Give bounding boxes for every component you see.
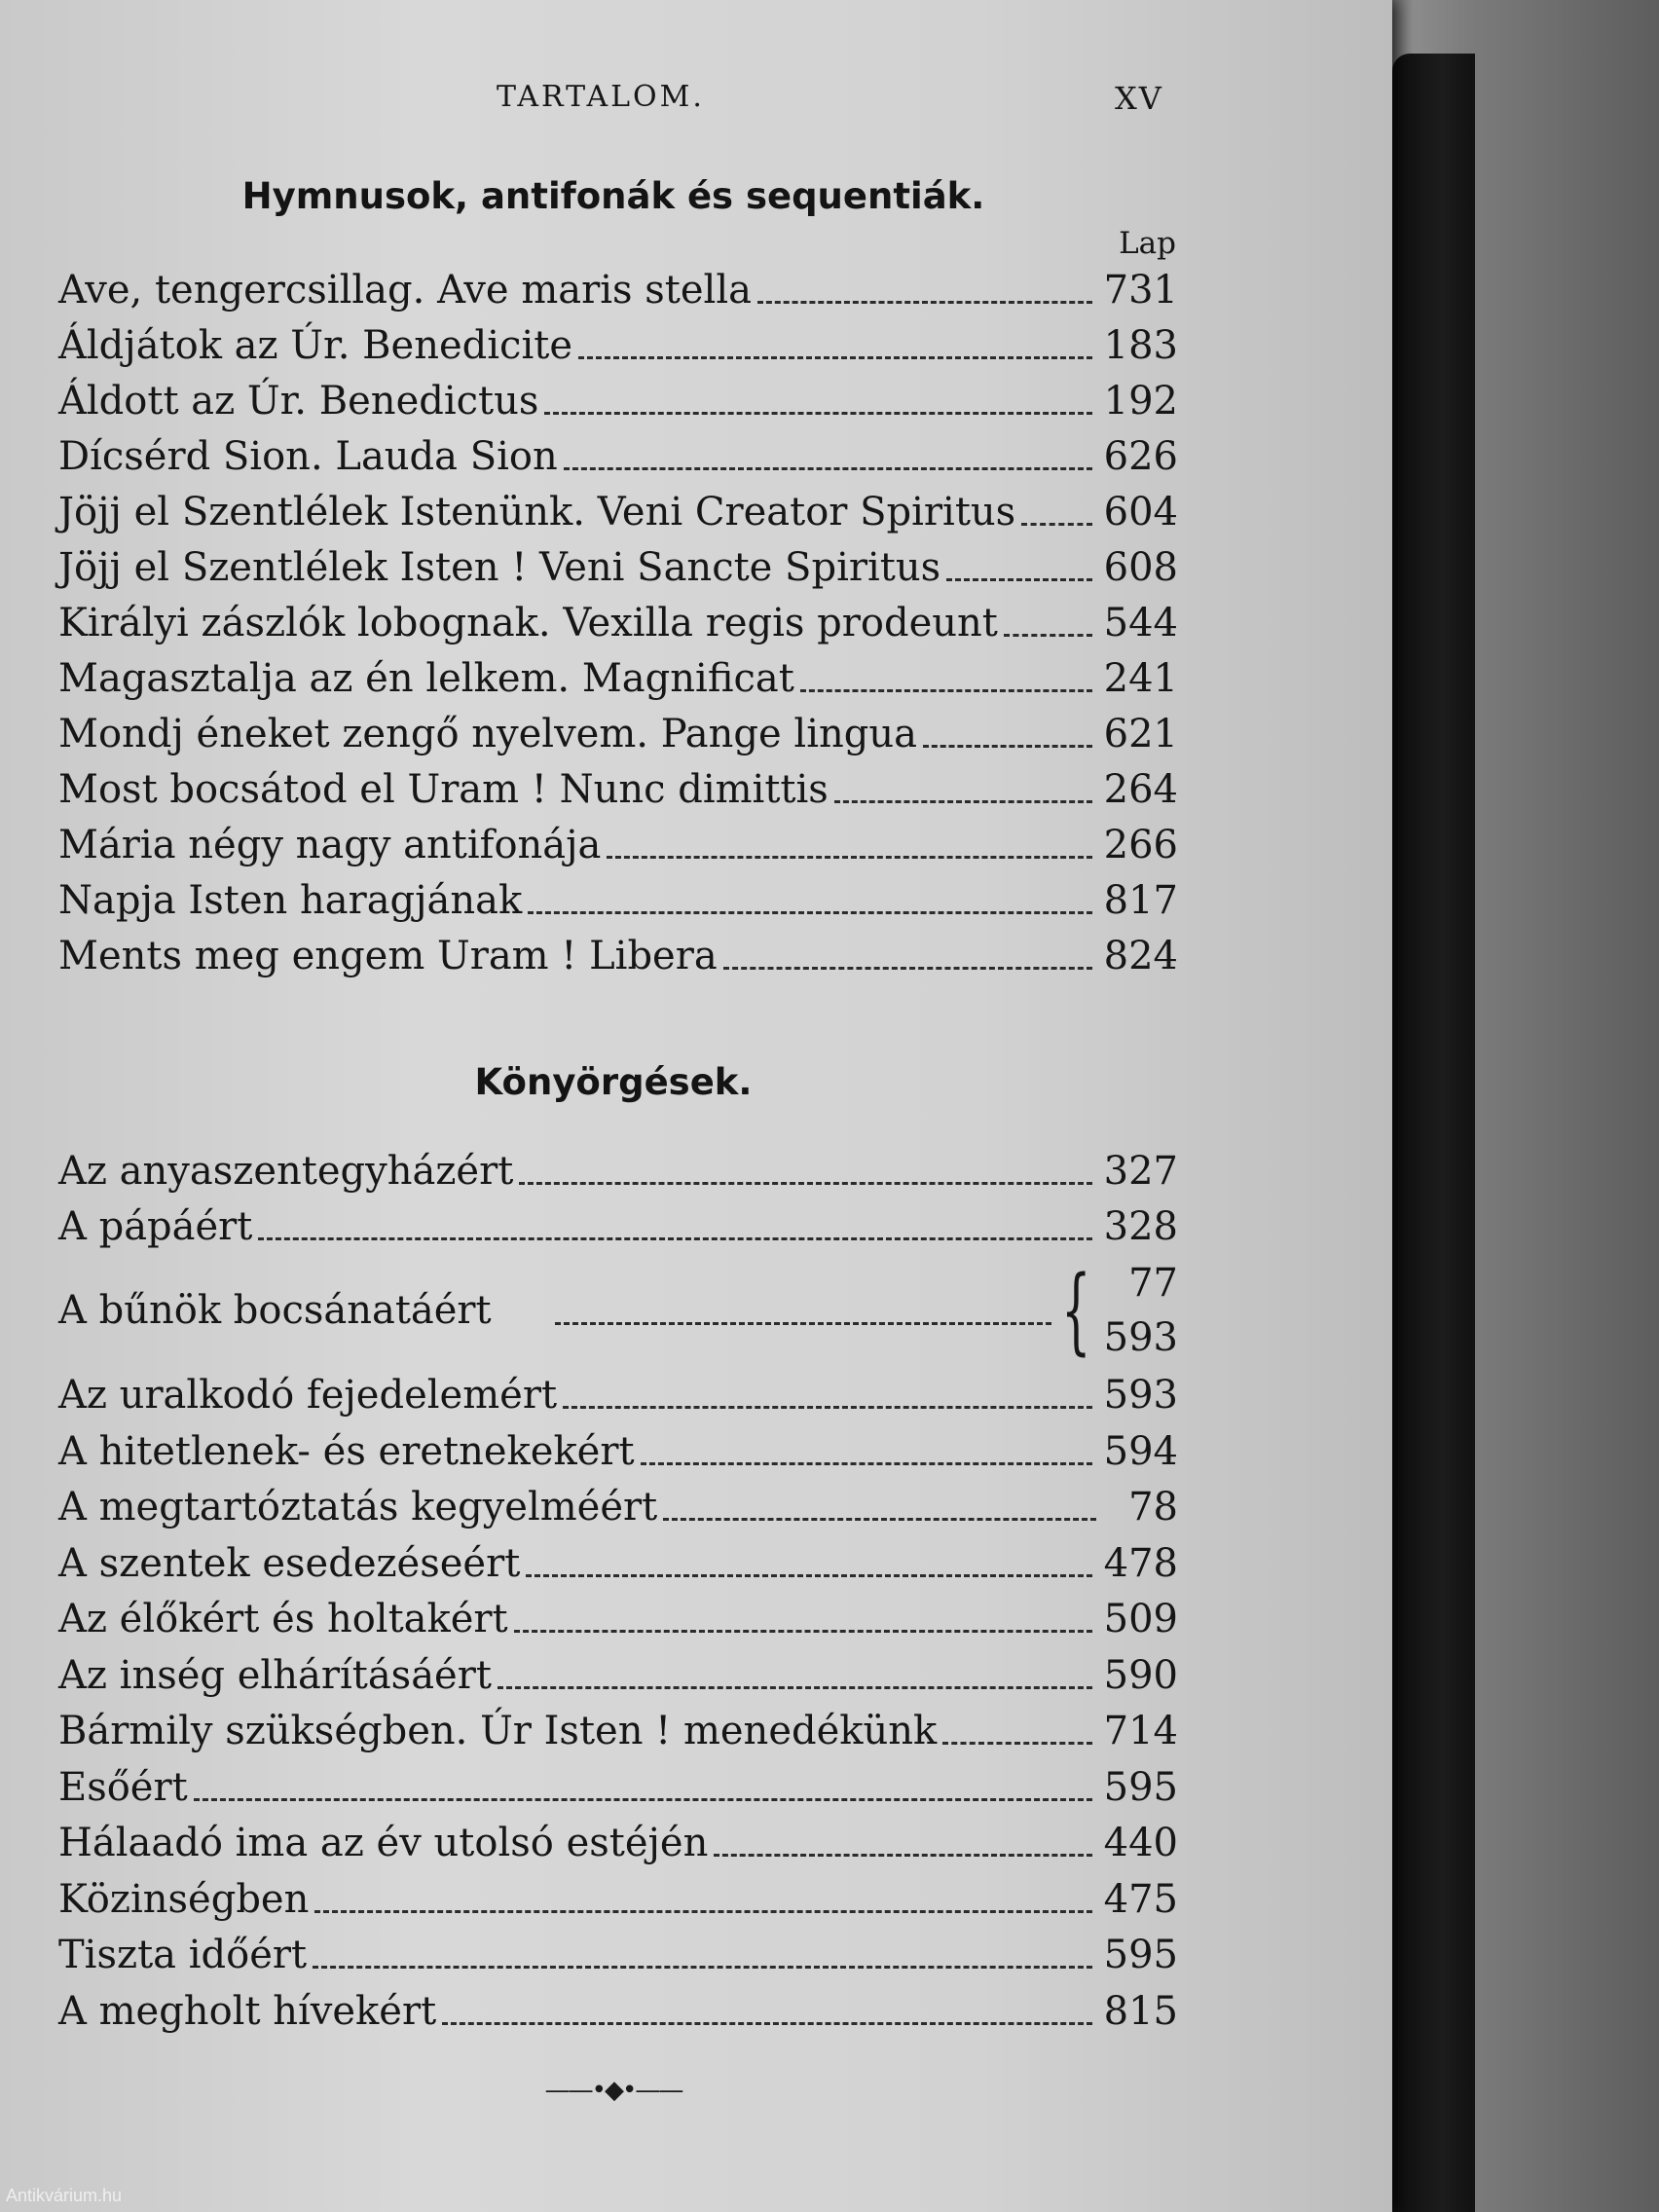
toc-entry-title: A bűnök bocsánatáért <box>58 1288 492 1333</box>
toc-entry <box>58 707 1178 761</box>
dot-leader <box>442 2021 1091 2025</box>
toc-entry-page: 328 <box>1103 1204 1178 1249</box>
dot-leader <box>946 577 1092 581</box>
toc-entry <box>58 1480 1178 1534</box>
section-title-hymns: Hymnusok, antifonák és sequentiák. <box>241 175 985 217</box>
toc-entry <box>58 1368 1178 1422</box>
toc-entry-title: Jöjj el Szentlélek Isten ! Veni Sancte Spiritus <box>58 545 941 590</box>
toc-entry-title: Mária négy nagy antifonája <box>58 823 602 867</box>
toc-entry-title: Dícsérd Sion. Lauda Sion <box>58 434 558 479</box>
toc-entry <box>58 1928 1178 1982</box>
dot-leader <box>498 1685 1092 1689</box>
toc-entry-title: Áldott az Úr. Benedictus <box>58 379 539 424</box>
toc-entry-page: 595 <box>1103 1764 1178 1810</box>
dot-leader <box>528 910 1091 914</box>
dot-leader <box>313 1965 1092 1969</box>
dot-leader <box>757 300 1092 304</box>
toc-entry-page: 327 <box>1103 1149 1178 1194</box>
toc-entry-page: 509 <box>1103 1597 1178 1641</box>
toc-entry-title: Napja Isten haragjának <box>58 878 523 923</box>
toc-entry-title: Magasztalja az én lelkem. Magnificat <box>58 656 794 701</box>
toc-entry-page: 183 <box>1103 323 1178 368</box>
toc-entry-title: Áldjátok az Úr. Benedicite <box>58 323 572 368</box>
toc-entry-page: 475 <box>1103 1876 1178 1922</box>
toc-entry <box>58 1536 1178 1591</box>
toc-entry <box>58 1424 1178 1479</box>
toc-entry <box>58 651 1178 706</box>
dot-leader <box>564 466 1092 470</box>
dot-leader <box>641 1461 1092 1465</box>
toc-entry <box>58 1144 1178 1198</box>
toc-entry-title: Mondj éneket zengő nyelvem. Pange lingua <box>58 712 917 756</box>
toc-entry-page: 264 <box>1103 767 1178 812</box>
toc-entry <box>58 1648 1178 1703</box>
ornament-divider: ——•◆•—— <box>544 2076 682 2105</box>
toc-entry-page: 590 <box>1103 1652 1178 1698</box>
toc-entry-page: 604 <box>1103 490 1178 535</box>
toc-entry-page: 594 <box>1103 1428 1178 1474</box>
dot-leader <box>1004 633 1092 637</box>
dot-leader <box>194 1797 1092 1801</box>
toc-entry <box>58 318 1178 373</box>
toc-entry-title: Jöjj el Szentlélek Istenünk. Veni Creator Spiritus <box>58 490 1016 535</box>
dot-leader <box>942 1741 1091 1745</box>
toc-entry-braced <box>58 1256 1178 1365</box>
toc-entry-page: 621 <box>1103 712 1178 756</box>
toc-entry-page: 266 <box>1103 823 1178 867</box>
toc-entry-page: 593 <box>1103 1315 1178 1360</box>
toc-entry-title: Esőért <box>58 1764 188 1810</box>
dot-leader <box>607 855 1091 859</box>
toc-entry-page: 478 <box>1103 1540 1178 1586</box>
dot-leader <box>834 799 1092 803</box>
toc-entry-page: 192 <box>1103 379 1178 424</box>
toc-entry <box>58 873 1178 928</box>
toc-entry-page: 817 <box>1103 878 1178 923</box>
toc-entry-page: 78 <box>1128 1485 1178 1530</box>
toc-entry-page: 544 <box>1103 601 1178 645</box>
toc-entry <box>58 1704 1178 1758</box>
toc-entry <box>58 762 1178 817</box>
toc-entry-title: A megholt hívekért <box>58 1988 437 2034</box>
dot-leader <box>526 1573 1091 1577</box>
dot-leader <box>800 688 1092 692</box>
toc-entry-title: Bármily szükségben. Úr Isten ! menedékünk <box>58 1709 938 1753</box>
toc-entry-title: Hálaadó ima az év utolsó estéjén <box>58 1821 709 1865</box>
toc-entry <box>58 540 1178 595</box>
dot-leader <box>519 1181 1091 1185</box>
toc-entry-title: A szentek esedezéseért <box>58 1540 521 1586</box>
toc-entry-page: 241 <box>1103 656 1178 701</box>
section-title-prayers: Könyörgések. <box>474 1061 753 1103</box>
watermark: Antikvárium.hu <box>6 2186 123 2205</box>
page-number: XV <box>1115 80 1163 117</box>
toc-entry-title: Királyi zászlók lobognak. Vexilla regis prodeunt <box>58 601 998 645</box>
toc-entry-page: 824 <box>1103 934 1178 978</box>
toc-entry <box>58 374 1178 428</box>
toc-entry <box>58 1984 1178 2039</box>
toc-entry <box>58 429 1178 484</box>
dot-leader <box>663 1517 1096 1521</box>
toc-entry <box>58 1872 1178 1927</box>
dot-leader <box>258 1236 1091 1240</box>
toc-entry-title: A hitetlenek- és eretnekekért <box>58 1428 635 1474</box>
toc-entry-title: Ments meg engem Uram ! Libera <box>58 934 718 978</box>
toc-entry-title: Az anyaszentegyházért <box>58 1149 514 1194</box>
dot-leader <box>555 1322 1051 1325</box>
toc-entry-page: 815 <box>1103 1988 1178 2034</box>
toc-entry-title: A megtartóztatás kegyelméért <box>58 1485 658 1530</box>
toc-entry-page: 440 <box>1103 1821 1178 1865</box>
toc-entry <box>58 1199 1178 1254</box>
dot-leader <box>314 1909 1091 1913</box>
dot-leader <box>923 744 1092 748</box>
toc-entry-page: 714 <box>1103 1709 1178 1753</box>
toc-entry <box>58 263 1178 317</box>
toc-entry-title: Ave, tengercsillag. Ave maris stella <box>58 268 752 313</box>
dot-leader <box>714 1853 1091 1857</box>
toc-entry-title: Most bocsátod el Uram ! Nunc dimittis <box>58 767 829 812</box>
toc-entry-page: 626 <box>1103 434 1178 479</box>
dot-leader <box>578 355 1092 359</box>
toc-entry <box>58 1592 1178 1646</box>
toc-entry <box>58 596 1178 650</box>
toc-entry-title: Az élőkért és holtakért <box>58 1597 508 1641</box>
toc-entry-page: 593 <box>1103 1373 1178 1418</box>
toc-entry-title: A pápáért <box>58 1204 253 1249</box>
toc-entry-page: 608 <box>1103 545 1178 590</box>
toc-entry <box>58 1760 1178 1815</box>
toc-entry <box>58 1816 1178 1870</box>
toc-entry-title: Tiszta időért <box>58 1933 308 1977</box>
toc-entry <box>58 929 1178 983</box>
book-cover-board <box>1392 54 1475 2212</box>
toc-entry <box>58 818 1178 872</box>
toc-entry-title: Az uralkodó fejedelemért <box>58 1373 558 1418</box>
dot-leader <box>723 966 1092 970</box>
brace-glyph: { <box>1061 1256 1091 1365</box>
toc-entry-page: 595 <box>1103 1933 1178 1977</box>
column-label-lap: Lap <box>1119 226 1176 261</box>
toc-entry-title: Közinségben <box>58 1876 310 1922</box>
dot-leader <box>1021 522 1091 526</box>
toc-entry <box>58 485 1178 539</box>
toc-entry-page: 731 <box>1103 268 1178 313</box>
toc-entry-page: 77 <box>1128 1261 1178 1306</box>
dot-leader <box>563 1405 1092 1409</box>
running-head-title: TARTALOM. <box>497 80 705 114</box>
dot-leader <box>544 411 1091 415</box>
toc-entry-title: Az inség elhárításáért <box>58 1652 492 1698</box>
dot-leader <box>514 1629 1092 1633</box>
